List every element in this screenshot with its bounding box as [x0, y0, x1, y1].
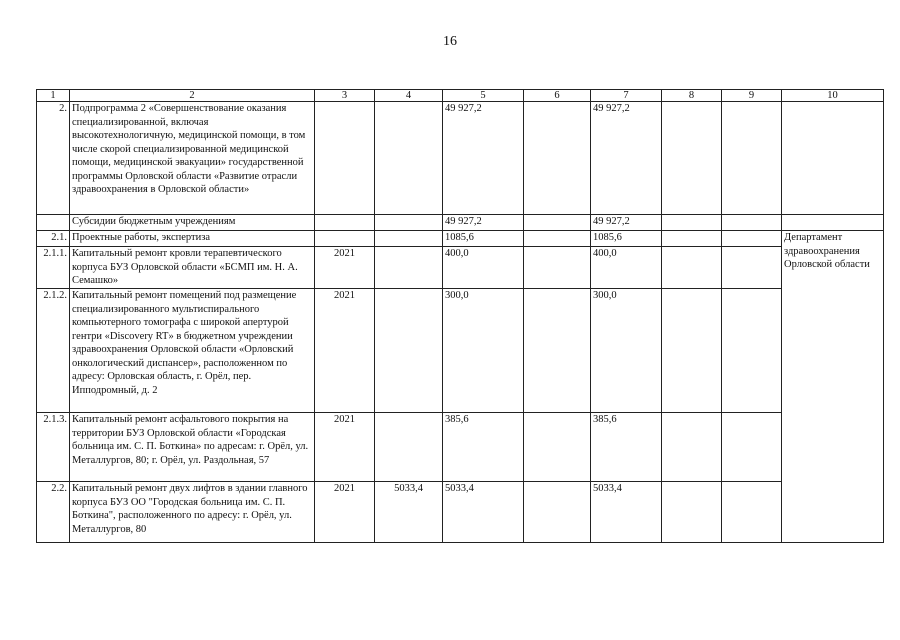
row-name: Субсидии бюджетным учреждениям: [70, 215, 315, 231]
header-col-5: 5: [443, 90, 524, 102]
header-col-10: 10: [782, 90, 884, 102]
row-col-6: [524, 231, 591, 247]
row-col-4: [375, 102, 443, 215]
row-col-6: [524, 102, 591, 215]
table-row: [37, 247, 884, 289]
row-number: 2.1.1.: [37, 247, 70, 289]
row-col-6: [524, 482, 591, 543]
header-row: [37, 90, 884, 102]
header-col-6: 6: [524, 90, 591, 102]
row-name: Капитальный ремонт двух лифтов в здании главного корпуса БУЗ ОО "Городская больница им. С. П. Боткина", расположенного по адресу: г. Орёл, ул. Металлургов, 80: [70, 482, 315, 543]
row-year: 2021: [315, 289, 375, 413]
row-number: 2.1.: [37, 231, 70, 247]
row-col-9: [722, 247, 782, 289]
row-col-5: 385,6: [443, 413, 524, 482]
row-col-7: 385,6: [591, 413, 662, 482]
row-col-5: 5033,4: [443, 482, 524, 543]
row-col-10: [782, 215, 884, 231]
row-col-5: 49 927,2: [443, 215, 524, 231]
row-col-6: [524, 413, 591, 482]
row-col-8: [662, 215, 722, 231]
row-name: Проектные работы, экспертиза: [70, 231, 315, 247]
row-col-5: 300,0: [443, 289, 524, 413]
row-col-4: [375, 215, 443, 231]
row-col-8: [662, 482, 722, 543]
page-number: 16: [443, 34, 457, 49]
header-col-3: 3: [315, 90, 375, 102]
table-row: [37, 413, 884, 482]
row-col-5: 1085,6: [443, 231, 524, 247]
row-year: [315, 215, 375, 231]
row-col-7: 1085,6: [591, 231, 662, 247]
table-row: [37, 482, 884, 543]
row-number: [37, 215, 70, 231]
header-col-4: 4: [375, 90, 443, 102]
header-col-1: 1: [37, 90, 70, 102]
row-year: [315, 102, 375, 215]
row-col-9: [722, 231, 782, 247]
row-col-6: [524, 289, 591, 413]
row-number: 2.1.3.: [37, 413, 70, 482]
row-name: Капитальный ремонт асфальтового покрытия на территории БУЗ Орловской области «Городская больница им. С. П. Боткина» по адресам: г. Орёл, ул. Металлургов, 80; г. Орёл, ул. Раздольная, 57: [70, 413, 315, 482]
row-name: Капитальный ремонт помещений под размещение специализированного мультиспирального компьютерного томографа с широкой апертурой гентри «Discovery RT» в бюджетном учреждении здравоохранения Орловской области «Орловский онкологический диспансер», расположенном по адресу: Орловская область, г. Орёл, пер. Ипподромный, д. 2: [70, 289, 315, 413]
row-number: 2.2.: [37, 482, 70, 543]
row-col-10: [782, 102, 884, 215]
table-row: [37, 289, 884, 413]
row-col-4: [375, 247, 443, 289]
row-col-4: 5033,4: [375, 482, 443, 543]
row-col-9: [722, 102, 782, 215]
row-col-8: [662, 289, 722, 413]
row-col-5: 400,0: [443, 247, 524, 289]
row-year: 2021: [315, 482, 375, 543]
table-row: [37, 102, 884, 215]
row-col-9: [722, 413, 782, 482]
row-col-9: [722, 289, 782, 413]
row-col-4: [375, 413, 443, 482]
row-number: 2.1.2.: [37, 289, 70, 413]
row-year: 2021: [315, 413, 375, 482]
responsible-department: Департамент здравоохранения Орловской области: [782, 231, 884, 543]
row-col-8: [662, 413, 722, 482]
row-col-7: 400,0: [591, 247, 662, 289]
row-col-4: [375, 231, 443, 247]
row-col-6: [524, 247, 591, 289]
row-col-7: 5033,4: [591, 482, 662, 543]
row-col-8: [662, 231, 722, 247]
header-col-8: 8: [662, 90, 722, 102]
row-year: [315, 231, 375, 247]
table-row: [37, 215, 884, 231]
budget-table: [36, 89, 884, 543]
row-number: 2.: [37, 102, 70, 215]
row-name: Капитальный ремонт кровли терапевтического корпуса БУЗ Орловской области «БСМП им. Н. А. Семашко»: [70, 247, 315, 289]
row-col-5: 49 927,2: [443, 102, 524, 215]
row-col-9: [722, 482, 782, 543]
row-col-7: 49 927,2: [591, 215, 662, 231]
row-col-4: [375, 289, 443, 413]
header-col-9: 9: [722, 90, 782, 102]
row-name: Подпрограмма 2 «Совершенствование оказания специализированной, включая высокотехнологичную, медицинской помощи, в том числе скорой специализированной медицинской помощи, медицинской эвакуации» государственной программы Орловской области «Развитие отрасли здравоохранения в Орловской области»: [70, 102, 315, 215]
row-col-7: 300,0: [591, 289, 662, 413]
row-year: 2021: [315, 247, 375, 289]
header-col-2: 2: [70, 90, 315, 102]
table-row: [37, 231, 884, 247]
row-col-9: [722, 215, 782, 231]
header-col-7: 7: [591, 90, 662, 102]
row-col-8: [662, 102, 722, 215]
row-col-8: [662, 247, 722, 289]
row-col-6: [524, 215, 591, 231]
row-col-7: 49 927,2: [591, 102, 662, 215]
